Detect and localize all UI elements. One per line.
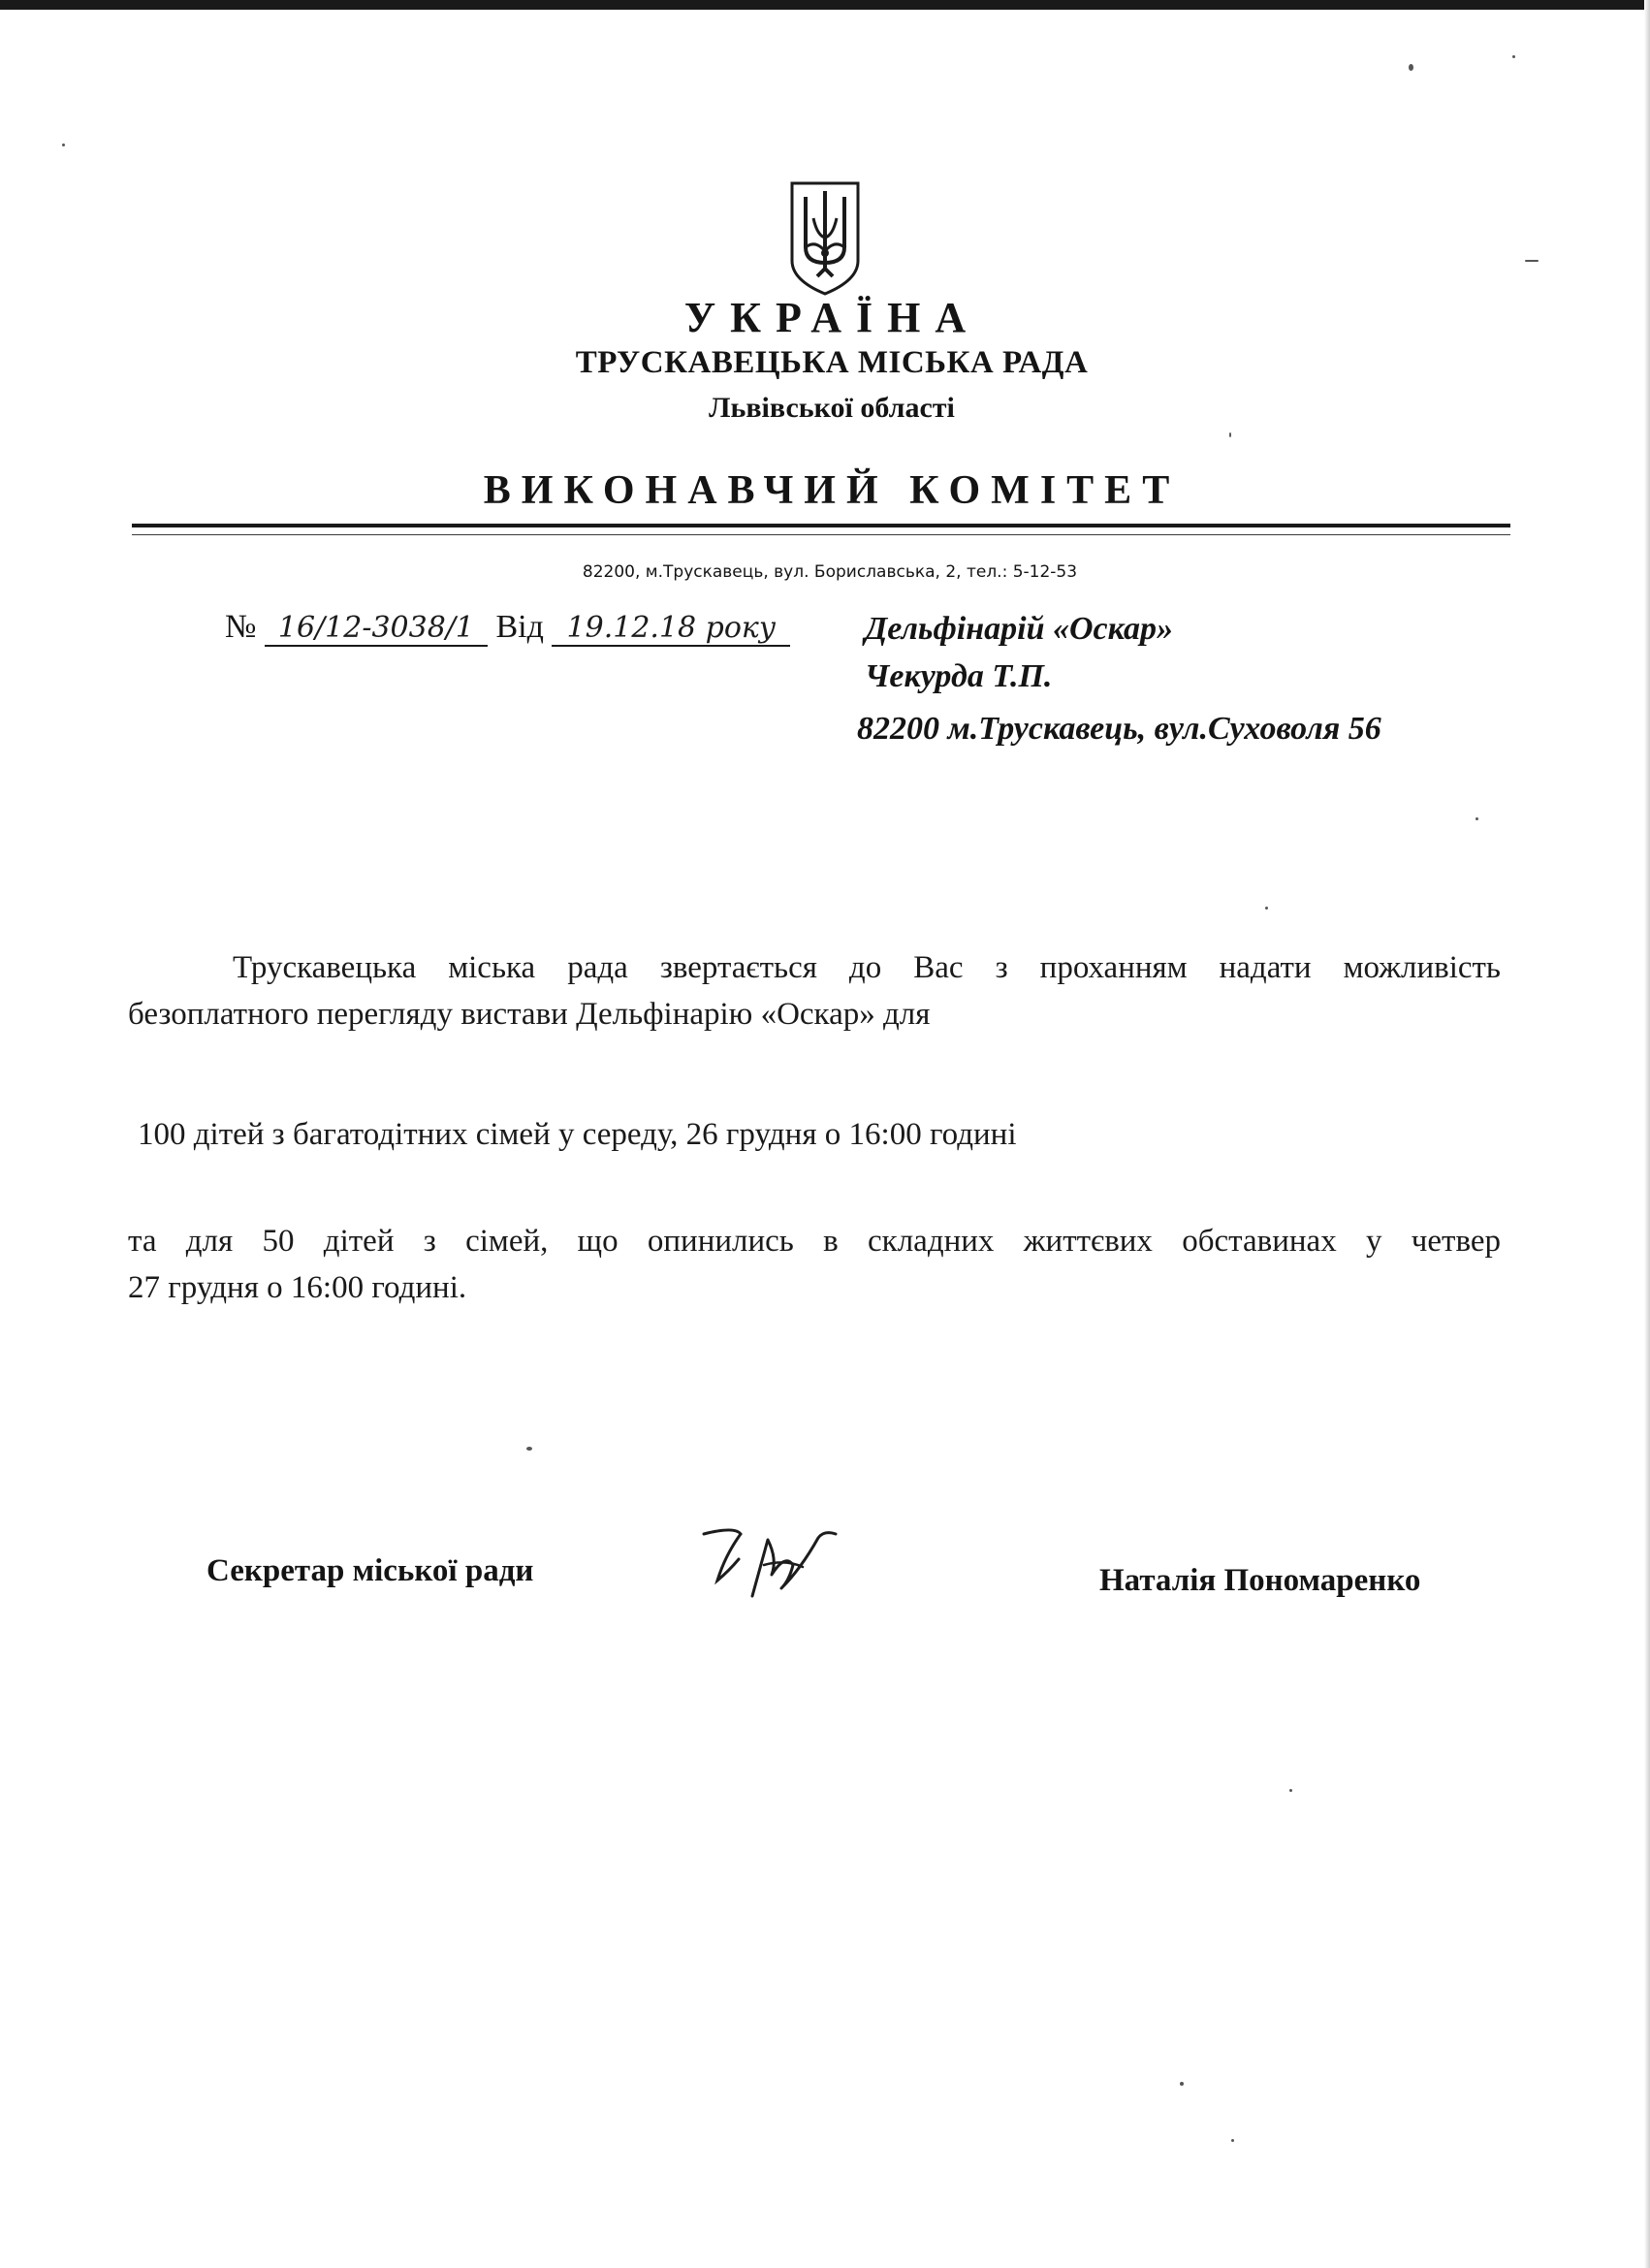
recipient-organization: Дельфінарій «Оскар» — [865, 611, 1174, 647]
scan-speck — [62, 144, 65, 146]
handwritten-signature-icon — [696, 1520, 851, 1604]
recipient-person: Чекурда Т.П. — [865, 658, 1053, 694]
scan-speck — [1229, 432, 1231, 437]
outgoing-reference — [225, 609, 790, 647]
scan-speck — [1231, 2139, 1234, 2142]
reference-number-label: № — [225, 609, 257, 645]
reference-number-value: 16/12-3038/1 — [265, 611, 488, 647]
scan-speck — [1409, 64, 1413, 71]
signatory-name: Наталія Пономаренко — [1099, 1563, 1421, 1598]
council-address: 82200, м.Трускавець, вул. Бориславська, 2, тел.: 5-12-53 — [582, 562, 1078, 582]
scan-speck — [1289, 1789, 1292, 1792]
signatory-title: Секретар міської ради — [206, 1553, 534, 1588]
reference-date-value: 19.12.18 року — [552, 611, 790, 647]
body-line: безоплатного перегляду вистави Дельфінарію «Оскар» для — [128, 997, 931, 1032]
heading-executive-committee: ВИКОНАВЧИЙ КОМІТЕТ — [483, 468, 1181, 513]
reference-date-label: Від — [495, 609, 544, 645]
body-paragraph-first-group: 100 дітей з багатодітних сімей у середу, 26 грудня о 16:00 годині — [138, 1117, 1017, 1152]
letterhead-rule-thin — [132, 534, 1510, 535]
scan-speck — [1265, 907, 1268, 910]
body-line: 27 грудня о 16:00 годині. — [128, 1270, 467, 1305]
scan-speck — [1525, 260, 1539, 262]
trident-coat-of-arms-icon — [788, 179, 862, 298]
recipient-address: 82200 м.Трускавець, вул.Суховоля 56 — [857, 711, 1381, 747]
scan-top-edge — [0, 0, 1650, 10]
body-line: та для 50 дітей з сімей, що опинились в складних життєвих обставинах у четвер — [128, 1224, 1501, 1259]
scan-speck — [526, 1447, 532, 1451]
body-paragraph-request — [128, 944, 1501, 1038]
scan-speck — [1180, 2082, 1184, 2086]
body-paragraph-second-group — [128, 1218, 1501, 1311]
heading-country: УКРАЇНА — [683, 294, 981, 341]
scan-speck — [1475, 817, 1478, 820]
heading-city-council: ТРУСКАВЕЦЬКА МІСЬКА РАДА — [575, 345, 1089, 380]
scan-speck — [1512, 55, 1515, 58]
body-line: Трускавецька міська рада звертається до Вас з проханням надати можливість — [233, 950, 1501, 985]
letterhead-rule-thick — [132, 524, 1510, 527]
heading-region: Львівської області — [709, 392, 955, 424]
